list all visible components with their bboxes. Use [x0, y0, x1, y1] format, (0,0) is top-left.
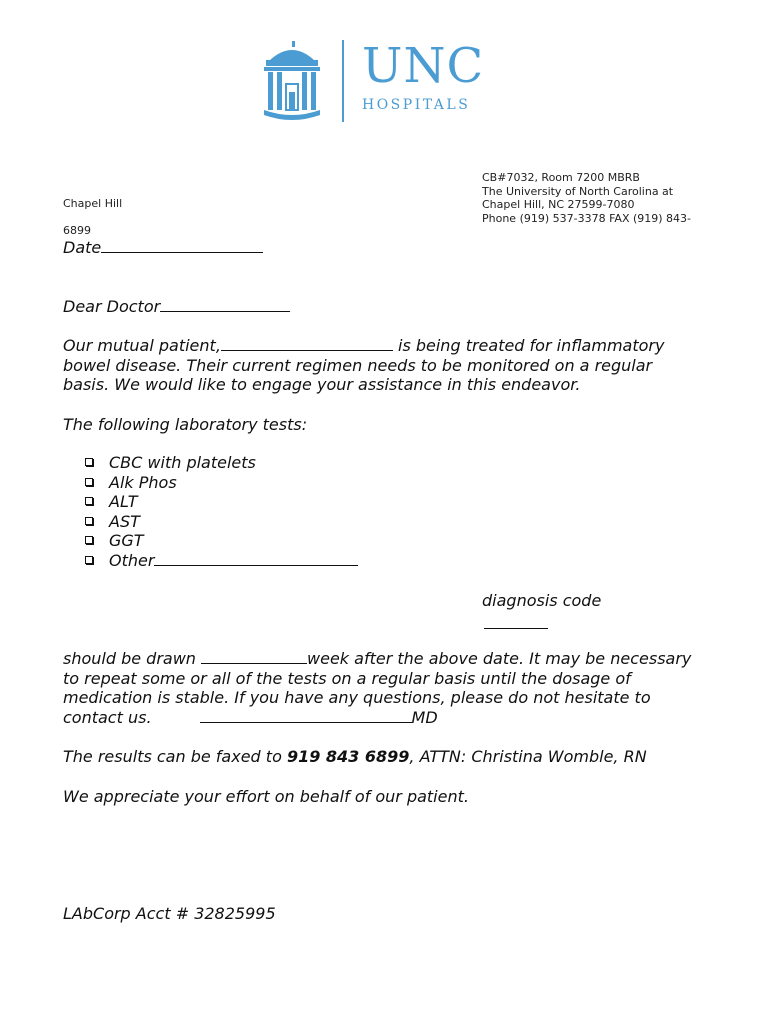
labcorp-account: LAbCorp Acct # 32825995	[63, 904, 276, 923]
address-line: The University of North Carolina at	[482, 184, 674, 198]
md-suffix: MD	[411, 707, 438, 727]
greeting: Dear Doctor	[63, 297, 161, 316]
address-block	[482, 171, 691, 225]
date-label: Date	[63, 238, 102, 257]
tests-intro: The following laboratory tests:	[63, 415, 308, 434]
left-city: Chapel Hill	[63, 197, 123, 210]
list-item[interactable]	[63, 492, 358, 512]
test-label: ALT	[109, 492, 138, 512]
greeting-line	[63, 297, 290, 317]
para2-line4: contact us.	[63, 707, 152, 727]
para2-line3: medication is stable. If you have any questions, please do not hesitate to	[63, 688, 651, 707]
list-item[interactable]	[63, 551, 358, 571]
test-label: AST	[109, 511, 140, 531]
checkbox-icon[interactable]	[85, 458, 93, 466]
diagnosis-code-label: diagnosis code	[482, 591, 602, 610]
checkbox-icon[interactable]	[85, 536, 93, 544]
paragraph-patient	[63, 336, 664, 395]
list-item[interactable]	[63, 531, 358, 551]
brand-name: UNC	[362, 38, 485, 94]
patient-name-blank[interactable]	[221, 336, 393, 351]
fax-number: 919 843 6899	[286, 747, 410, 766]
tests-list	[63, 453, 358, 571]
other-test-blank[interactable]	[154, 551, 358, 566]
fax-line	[63, 747, 647, 767]
test-label: GGT	[109, 531, 144, 551]
paragraph-schedule	[63, 649, 691, 727]
weeks-blank[interactable]	[201, 649, 307, 664]
diagnosis-code-blank[interactable]	[484, 628, 548, 629]
date-line	[63, 238, 263, 258]
para1-line3: basis. We would like to engage your assistance in this endeavor.	[63, 375, 581, 394]
unc-hospitals-logo	[262, 38, 512, 128]
para1-text-a: Our mutual patient,	[63, 336, 221, 355]
list-item[interactable]	[63, 512, 358, 532]
address-line: CB#7032, Room 7200 MBRB	[482, 171, 640, 184]
test-label: Alk Phos	[109, 472, 177, 492]
date-blank[interactable]	[101, 238, 263, 253]
list-item[interactable]	[63, 473, 358, 493]
para2-text-b: week after the above date. It may be necessary	[307, 649, 692, 668]
address-line: Phone (919) 537-3378 FAX (919) 843-	[482, 211, 692, 225]
para1-line2: bowel disease. Their current regimen needs to be monitored on a regular	[63, 355, 653, 375]
fax-text-b: , ATTN: Christina Womble, RN	[409, 747, 647, 766]
appreciation-line: We appreciate your effort on behalf of our patient.	[63, 787, 469, 806]
list-item[interactable]	[63, 453, 358, 473]
para1-text-b: is being treated for inflammatory	[392, 336, 665, 355]
brand-subname: HOSPITALS	[362, 97, 471, 113]
checkbox-icon[interactable]	[85, 478, 93, 486]
checkbox-icon[interactable]	[85, 497, 93, 505]
md-signature-blank[interactable]	[200, 708, 412, 723]
checkbox-icon[interactable]	[85, 517, 93, 525]
fax-text-a: The results can be faxed to	[63, 747, 287, 766]
checkbox-icon[interactable]	[85, 556, 93, 564]
para2-text-a: should be drawn	[63, 649, 202, 668]
address-line: Chapel Hill, NC 27599-7080	[482, 198, 635, 211]
test-label: CBC with platelets	[109, 453, 256, 472]
fax-tail: 6899	[63, 224, 91, 237]
test-label: Other	[109, 550, 155, 570]
doctor-name-blank[interactable]	[160, 297, 290, 312]
para2-line2: to repeat some or all of the tests on a regular basis until the dosage of	[63, 668, 631, 688]
